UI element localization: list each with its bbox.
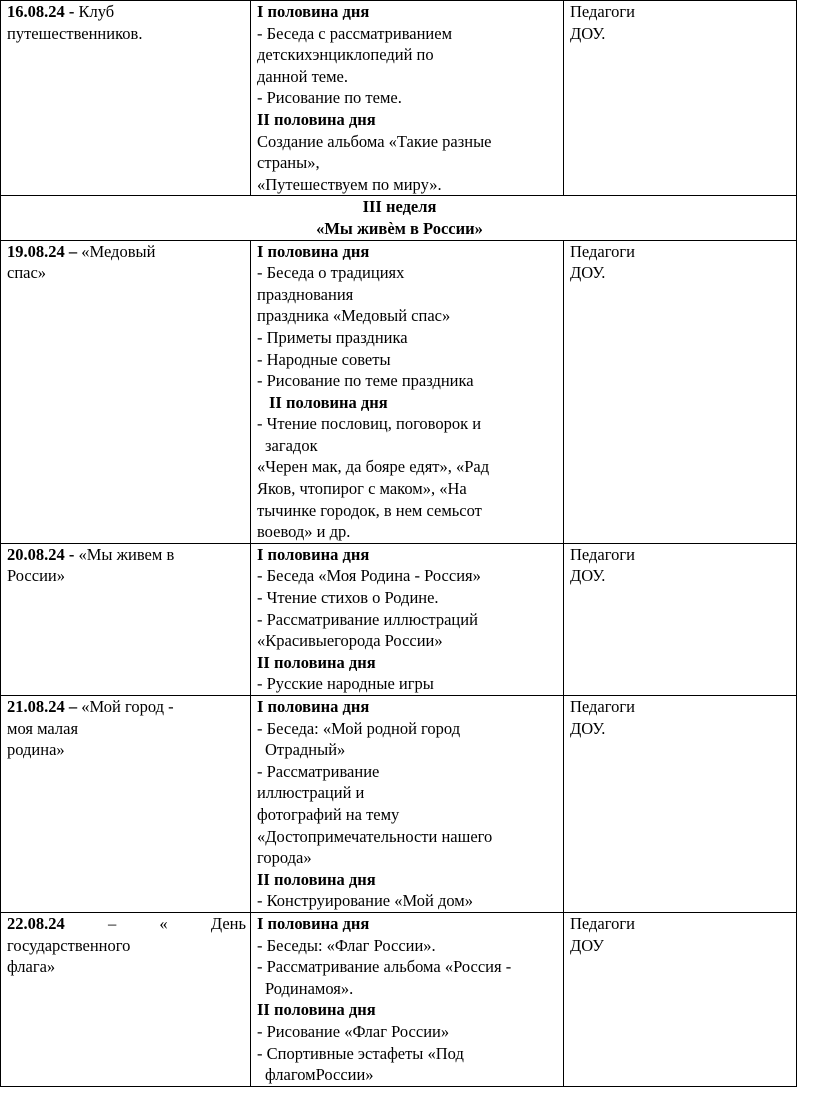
half-day-heading: I половина дня [257,241,370,261]
activity-line: Создание альбома «Такие разные [257,131,492,151]
responsible-cell [564,696,797,913]
responsible-line: ДОУ [570,935,604,955]
activity-line: - Рассматривание альбома «Россия - [257,957,512,977]
plan-row [1,1,797,196]
activity-line: - Беседа: «Мой родной город [257,718,461,738]
week-title: III неделя [362,197,437,217]
half-day-heading: I половина дня [257,544,370,564]
week-header-cell [1,196,797,240]
activity-line: праздника «Медовый спас» [257,306,451,326]
activity-line: тычинке городок, в нем семьсот [257,500,482,520]
activity-line: данной теме. [257,66,349,86]
responsible-line: Педагоги [570,2,635,21]
topic-line: флага» [7,957,56,977]
activity-line: иллюстраций и [257,783,365,803]
activity-line: - Рисование по теме. [257,88,402,108]
activity-line: - Беседы: «Флаг России». [257,935,436,955]
responsible-line: ДОУ. [570,718,606,738]
activity-line: - Рассматривание [257,761,380,781]
activity-line: «Черен мак, да бояре едят», «Рад [257,457,490,477]
plan-row [1,696,797,913]
activity-line: - Беседа о традициях [257,263,405,283]
activity-line: празднования [257,284,354,304]
activity-line: «Путешествуем по миру». [257,174,442,194]
topic-line: России» [7,566,65,586]
responsible-cell [564,543,797,695]
activities-cell [251,1,564,196]
activity-line: фотографий на тему [257,804,400,824]
activity-line: - Беседа «Моя Родина - Россия» [257,566,481,586]
topic-line: «Медовый [77,241,156,261]
activity-line: - Чтение стихов о Родине. [257,588,439,608]
activity-line: детскихэнциклопедий по [257,45,434,65]
half-day-heading: II половина дня [257,109,376,129]
responsible-line: ДОУ. [570,566,606,586]
topic-line: спас» [7,263,47,283]
topic-line: Клуб [74,2,115,21]
activity-line: - Спортивные эстафеты «Под [257,1043,464,1063]
half-day-heading: II половина дня [257,652,376,672]
date-topic-line [7,913,246,935]
activity-line: «Красивыегорода России» [257,631,443,651]
week-row [1,196,797,240]
topic-line: родина» [7,740,65,760]
activity-line: - Конструирование «Мой дом» [257,891,473,911]
date-topic-line [7,1,246,23]
topic-word: « [159,913,168,933]
event-date: 21.08.24 – [7,697,78,716]
activity-line: - Рисование по теме праздника [257,371,474,391]
responsible-line: ДОУ. [570,263,606,283]
plan-row [1,543,797,695]
activities-cell [251,696,564,913]
topic-line: путешественников. [7,23,143,43]
responsible-cell [564,912,797,1086]
activity-line: Отрадный» [265,740,346,760]
responsible-line: Педагоги [570,913,635,933]
responsible-line: Педагоги [570,544,635,564]
half-day-heading: I половина дня [257,913,370,933]
responsible-line: Педагоги [570,697,635,716]
date-topic-cell [1,543,251,695]
activity-line: Яков, чтопирог с маком», «На [257,479,467,499]
half-day-heading: I половина дня [257,697,370,716]
activity-line: - Рассматривание иллюстраций [257,609,478,629]
activity-line: города» [257,848,312,868]
activity-line: - Народные советы [257,349,391,369]
topic-word: День [210,913,246,933]
activity-line: флагомРоссии» [265,1065,374,1085]
event-date: 20.08.24 - [7,544,75,564]
topic-word: – [107,913,117,933]
activity-line: воевод» и др. [257,522,351,542]
responsible-line: Педагоги [570,241,635,261]
event-date: 16.08.24 - [7,2,75,21]
topic-line: «Мы живем в [74,544,175,564]
week-theme: «Мы живѐм в России» [316,218,483,238]
date-topic-cell [1,696,251,913]
activity-line: - Приметы праздника [257,327,408,347]
topic-line: моя малая [7,718,79,738]
date-topic-cell [1,240,251,543]
event-date: 19.08.24 – [7,241,78,261]
activities-cell [251,912,564,1086]
activities-cell [251,240,564,543]
half-day-heading: II половина дня [269,392,388,412]
activity-line: - Беседа с рассматриванием [257,23,453,43]
half-day-heading: II половина дня [257,1000,376,1020]
plan-row [1,240,797,543]
date-topic-cell [1,912,251,1086]
topic-line: «Мой город - [77,697,174,716]
activity-line: - Рисование «Флаг России» [257,1021,450,1041]
responsible-cell [564,240,797,543]
activity-line: - Русские народные игры [257,674,434,694]
half-day-heading: I половина дня [257,2,370,21]
activity-line: Родинамоя». [265,978,354,998]
responsible-line: ДОУ. [570,23,606,43]
date-topic-cell [1,1,251,196]
event-date: 22.08.24 [7,913,65,933]
activity-line: загадок [265,435,318,455]
activity-line: - Чтение пословиц, поговорок и [257,414,482,434]
activity-line: страны», [257,153,320,173]
half-day-heading: II половина дня [257,869,376,889]
date-topic-line [7,696,246,718]
activity-line: «Достопримечательности нашего [257,826,493,846]
date-topic-line [7,544,246,566]
topic-line: государственного [7,935,131,955]
activities-cell [251,543,564,695]
date-topic-line [7,241,246,263]
plan-row [1,912,797,1086]
responsible-cell [564,1,797,196]
